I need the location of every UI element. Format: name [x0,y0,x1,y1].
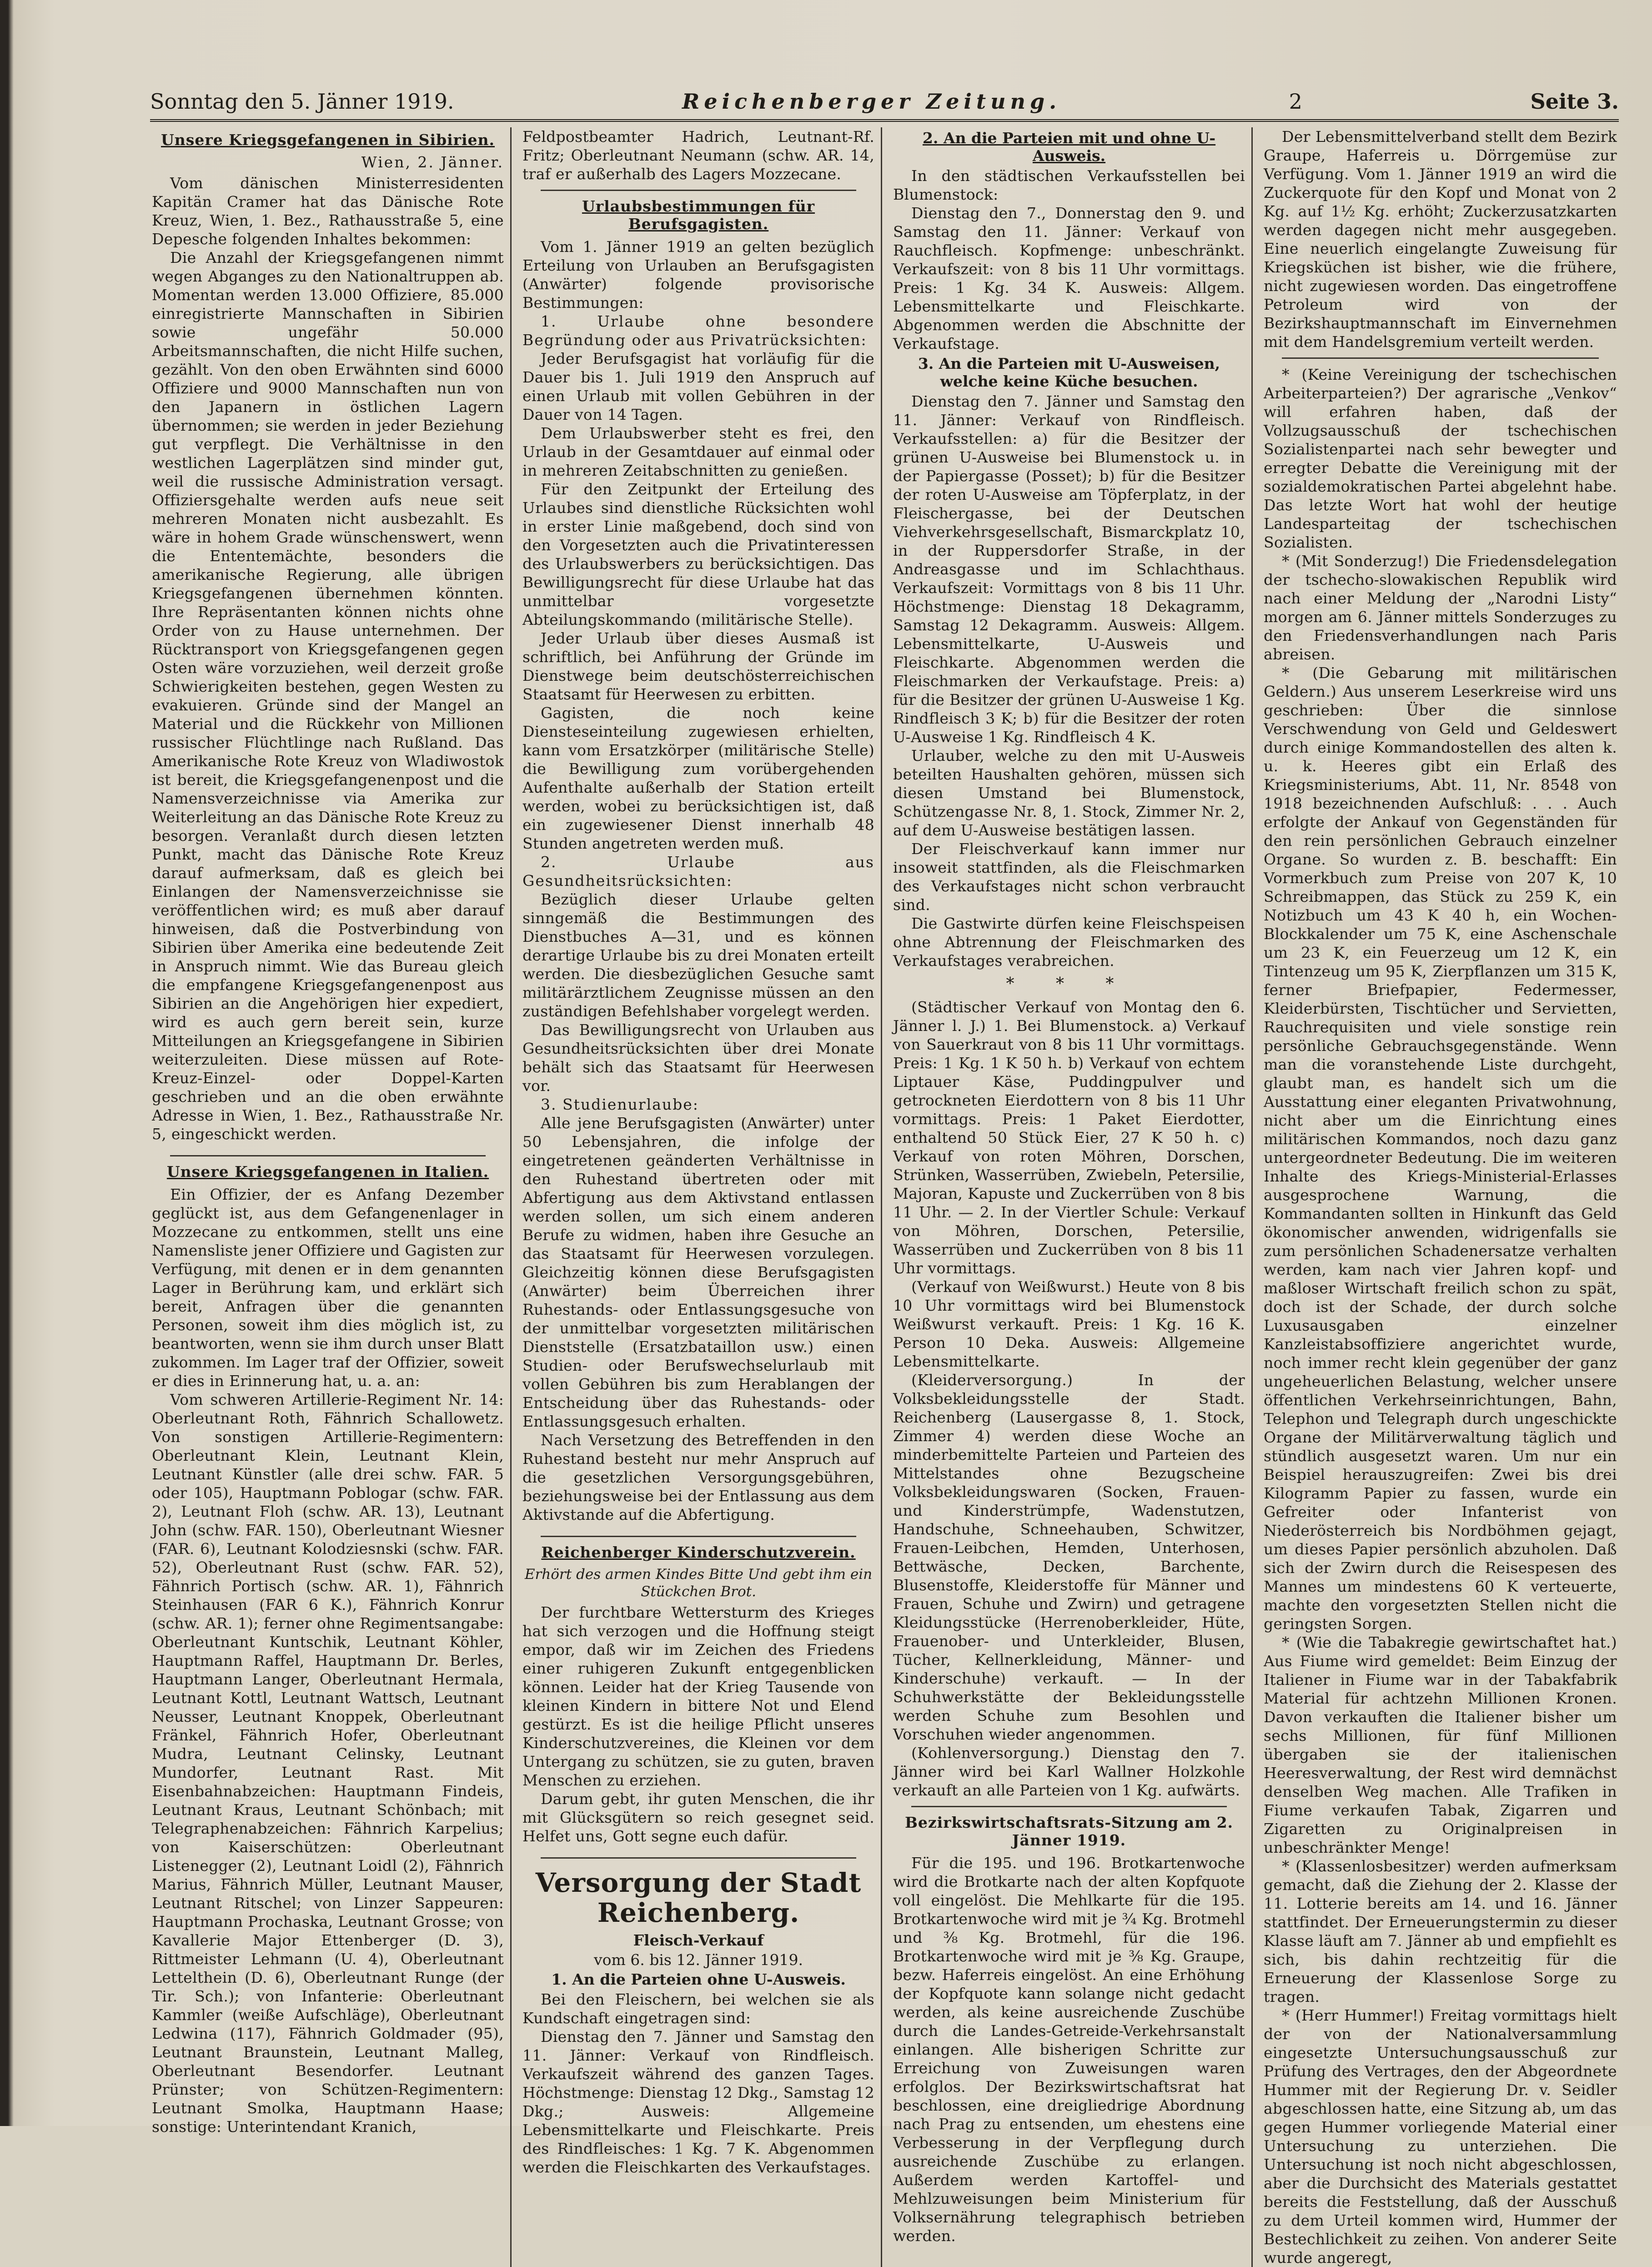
columns [146,127,1623,2267]
paragraph: Für den Zeitpunkt der Erteilung des Urlaubes sind dienstliche Rücksichten wohl in erster Linie maßgebend, doch sind von den Vorgesetzten auch die Privatinteressen des Urlaubswerbers zu berücksichtigen. Das Bewilligungsrecht für diese Urlaube hat das unmittelbar vorgesetzte Abteilungskommando (militärische Stelle). [522,480,874,628]
paragraph: Jeder Urlaub über dieses Ausmaß ist schriftlich, bei Anführung der Gründe im Dienstwege beim deutschösterreichischen Staatsamt für Heerwesen zu erbitten. [522,629,874,703]
column-3 [887,127,1253,2267]
paragraph: Ein Offizier, der es Anfang Dezember geglückt ist, aus dem Gefangenenlager in Mozzecane zu entkommen, stellt uns eine Namensliste jener Offiziere und Gagisten zur Verfügung, mit denen er in dem genannten Lager in Berührung kam, und erklärt sich bereit, Anfragen über die genannten Personen, soweit ihm dies möglich ist, zu beantworten, wenn sie ihm durch unser Blatt zukommen. Im Lager traf der Offizier, soweit er dies in Erinnerung hat, u. a. an: [152,1186,504,1390]
paragraph: 1. Urlaube ohne besondere Begründung oder aus Privatrücksichten: [522,312,874,349]
paragraph: * (Klassenlosbesitzer) werden aufmerksam gemacht, daß die Ziehung der 2. Klasse der 11. Lotterie bereits am 14. und 16. Jänner stattfindet. Der Erneuerungstermin zu dieser Klasse läuft am 7. Jänner ab und empfiehlt es sich, bis dahin rechtzeitig für die Erneuerung der Klassenlose Sorge zu tragen. [1264,1857,1617,2006]
page-header [150,82,1619,122]
column-2 [516,127,882,2267]
divider [911,1806,1227,1807]
dateline: Wien, 2. Jänner. [361,153,504,171]
paragraph: Vom schweren Artillerie-Regiment Nr. 14: Oberleutnant Roth, Fähnrich Schallowetz. Von sonstigen Artillerie-Regimentern: Oberleutnant Klein, Leutnant Klein, Leutnant Künstler (alle drei schw. FAR. 5 oder 105), Hauptmann Poblogar (schw. FAR. 2), Leutnant Floh (schw. AR. 13), Leutnant John (schw. FAR. 150), Oberleutnant Wiesner (FAR. 6), Leutnant Kolodziesnski (schw. FAR. 52), Oberleutnant Rust (schw. FAR. 52), Fähnrich Portisch (schw. AR. 1), Fähnrich Steinhausen (FAR 6 K.), Fähnrich Konrur (schw. AR. 1); ferner ohne Regimentsangabe: Oberleutnant Kuntschik, Leutnant Köhler, Hauptmann Raffel, Hauptmann Dr. Berles, Hauptmann Langer, Oberleutnant Hermala, Leutnant Kottl, Leutnant Wattsch, Leutnant Neusser, Leutnant Knoppek, Oberleutnant Fränkel, Fähnrich Hofer, Oberleutnant Mudra, Leutnant Celinsky, Leutnant Mundorfer, Leutnant Rast. Mit Eisenbahnabzeichen: Hauptmann Findeis, Leutnant Kraus, Leutnant Schönbach; mit Telegraphenabzeichen: Fähnrich Karpelius; von Kaiserschützen: Oberleutnant Listenegger (2), Leutnant Loidl (2), Fähnrich Marius, Fähnrich Müller, Leutnant Mauser, Leutnant Ritschel; von Linzer Sappeuren: Hauptmann Prochaska, Leutnant Grosse; von Kavallerie Major Ettenberger (D. 3), Rittmeister Lehmann (U. 4), Oberleutnant Lettelthein (D. 6), Oberleutnant Runge (der Tir. Sch.); von Infanterie: Oberleutnant Kammler (weiße Aufschläge), Oberleutnant Ledwina (117), Fähnrich Goldmader (95), Leutnant Braunstein, Leutnant Malleg, Oberleutnant Besendorfer. Leutnant Prünster; von Schützen-Regimentern: Leutnant Smolka, Hauptmann Haase; sonstige: Unterintendant Kranich, [152,1391,504,2136]
newspaper-title: Reichenberger Zeitung. [682,89,1061,114]
section-mark: 2 [1289,89,1302,114]
paragraph: Die Gastwirte dürfen keine Fleischspeisen ohne Abtrennung der Fleischmarken des Verkaufstages verabreichen. [893,915,1245,970]
paragraph: Bei den Fleischern, bei welchen sie als Kundschaft eingetragen sind: [522,1991,874,2027]
section-headline: Versorgung der Stadt Reichenberg. [535,1867,862,1928]
article-title: Reichenberger Kinderschutzverein. [541,1543,856,1561]
paragraph: * (Herr Hummer!) Freitag vormittags hielt der von der Nationalversammlung eingesetzte Untersuchungsausschuß zur Prüfung des Vertrages, den der Abgeordnete Hummer mit der Regierung Dr. v. Seidler abgeschlossen hatte, eine Sitzung ab, um das gegen Hummer vorliegende Material einer Untersuchung zu unterziehen. Die Untersuchung ist noch nicht abgeschlossen, aber die Durchsicht des Materials gestattet bereits die Feststellung, daß der Ausschuß zu dem Urteil kommen wird, Hummer der Bestechlichkeit zu zeihen. Von anderer Seite wurde angeregt, [1264,2006,1617,2267]
subheading: Fleisch-Verkauf [633,1931,764,1949]
page-number: Seite 3. [1530,89,1619,114]
divider [541,1536,856,1537]
article-title: Bezirkswirtschaftsrats-Sitzung am 2. Jänner 1919. [904,1814,1234,1849]
paragraph: (Städtischer Verkauf von Montag den 6. Jänner l. J.) 1. Bei Blumenstock. a) Verkauf von Sauerkraut von 8 bis 11 Uhr vormittags. Preis: 1 Kg. 1 K 50 h. b) Verkauf von echtem Liptauer Käse, Puddingpulver und getrockneten Eierdottern von 8 bis 11 Uhr vormittags. Preis: 1 Paket Eierdotter, enthaltend 50 Stück Eier, 27 K 50 h. c) Verkauf von roten Möhren, Dorschen, Strünken, Wasserrüben, Zwiebeln, Petersilie, Majoran, Kapuste und Zuckerrüben von 8 bis 11 Uhr. — 2. In der Viertler Schule: Verkauf von Möhren, Dorschen, Petersilie, Wasserrüben und Zuckerrüben von 8 bis 11 Uhr vormittags. [893,998,1245,1277]
paragraph: (Kohlenversorgung.) Dienstag den 7. Jänner wird bei Karl Wallner Holzkohle verkauft an alle Parteien von 1 Kg. aufwärts. [893,1744,1245,1799]
article-urlaub [522,197,874,1524]
paragraph: Dem Urlaubswerber steht es frei, den Urlaub in der Gesamtdauer auf einmal oder in mehreren Zeitabschnitten zu genießen. [522,424,874,479]
paragraph: Nach Versetzung des Betreffenden in den Ruhestand besteht nur mehr Anspruch auf die gesetzlichen Versorgungsgebühren, beziehungsweise bei der Entlassung aus dem Aktivstande auf die Abfertigung. [522,1431,874,1523]
article-title: Urlaubsbestimmungen für Berufsgagisten. [582,197,815,233]
paragraph: Feldpostbeamter Hadrich, Leutnant-Rf. Fritz; Oberleutnant Neumann (schw. AR. 14, traf er außerhalb des Lagers Mozzecane. [522,128,874,183]
verse: Erhört des armen Kindes Bitte Und gebt ihm ein Stückchen Brot. [524,1566,873,1600]
paragraph: Der Lebensmittelverband stellt dem Bezirk Graupe, Haferreis u. Dörrgemüse zur Verfügung. Vom 1. Jänner 1919 an wird die Zuckerquote für den Kopf und Monat von 2 Kg. auf 1½ Kg. erhöht; Zuckerzusatzkarten werden dagegen nicht mehr ausgegeben. Eine neuerlich eingelangte Zuweisung für Kriegsküchen ist bisher, wie die frühere, nicht zugewiesen worden. Das eingetroffene Petroleum wird von der Bezirkshauptmannschaft im Einvernehmen mit dem Handelsgremium verteilt werden. [1264,128,1617,351]
paragraph: (Verkauf von Weißwurst.) Heute von 8 bis 10 Uhr vormittags wird bei Blumenstock Weißwurst verkauft. Preis: 1 Kg. 16 K. Person 10 Deka. Ausweis: Allgemeine Lebensmittelkarte. [893,1278,1245,1370]
subheading: 2. An die Parteien mit und ohne U-Ausweis. [922,129,1216,165]
article-title: Unsere Kriegsgefangenen in Italien. [166,1163,489,1181]
paragraph: * (Die Gebarung mit militärischen Geldern.) Aus unserem Leserkreise wird uns geschrieben: Über die sinnlose Verschwendung von Geld und Geldeswert durch einige Kommandostellen des alten k. u. k. Heeres gibt ein Erlaß des Kriegsministeriums, Abt. 11, Nr. 8548 von 1918 bezeichnenden Aufschluß: . . . Auch erfolgte der Ankauf von Gegenständen für den rein persönlichen Gebrauch einzelner Organe. So wurden z. B. beschafft: Ein Vormerkbuch zum Preise von 207 K, 10 Schreibmappen, das Stück zu 259 K, ein Notizbuch um 43 K 40 h, ein Wochen-Blockkalender um 75 K, eine Aschenschale um 23 K, ein Feuerzeug um 12 K, ein Tintenzeug um 95 K, Zierpflanzen um 315 K, ferner Briefpapier, Federmesser, Kleiderbürsten, Tischtücher und Servietten, Rauchrequisiten und viele sonstige rein persönliche Gebrauchsgegenstände. Wenn man die voranstehende Liste durchgeht, glaubt man, es handelt sich um die Ausstattung einer eleganten Privatwohnung, nicht aber um die Einrichtung eines militärischen Kommandos, noch dazu ganz untergeordneter Bedeutung. Die im weiteren Inhalte des Kriegs-Ministerial-Erlasses ausgesprochene Warnung, die Kommandanten sollten in Hinkunft das Geld ökonomischer anwenden, widrigenfalls sie zum persönlichen Schadenersatze verhalten werden, kam nach vier Jahren kopf- und maßloser Wirtschaft freilich schon zu spät, doch ist der Schade, der durch solche Luxusausgaben einzelner Kanzleistabsoffiziere angerichtet wurde, noch immer recht klein gegenüber der ganz ungeheuerlichen Belastung, welcher unsere öffentlichen Verkehrseinrichtungen, Bahn, Telephon und Telegraph durch ungeschickte Organe der Militärverwaltung täglich und stündlich ausgesetzt waren. Um nur ein Beispiel herauszugreifen: Zwei bis drei Kilogramm Papier zu fassen, wurde ein Gefreiter oder Infanterist von Niederösterreich bis Nordböhmen gejagt, um dieses Papier persönlich abzuholen. Daß sich der Zwirn durch die Reisespesen des Mannes um mindestens 60 K verteuerte, machte den vorgesetzten Stellen nicht die geringsten Sorgen. [1264,664,1617,1633]
paragraph: Gagisten, die noch keine Diensteseinteilung zugewiesen erhielten, kann vom Ersatzkörper (militärische Stelle) die Bewilligung zum vorübergehenden Aufenthalte außerhalb der Station erteilt werden, wobei zu berücksichtigen ist, daß ein zugewiesener Dienst innerhalb 48 Stunden angetreten werden muß. [522,704,874,852]
paragraph: 2. Urlaube aus Gesundheitsrücksichten: [522,853,874,890]
article-italien [152,1163,504,2136]
paragraph: (Kleiderversorgung.) In der Volksbekleidungsstelle der Stadt. Reichenberg (Lausergasse 8, 1. Stock, Zimmer 4) werden diese Woche an minderbemittelte Parteien und Parteien des Mittelstandes ohne Bezugscheine Volksbekleidungswaren (Socken, Frauen- und Kinderstrümpfe, Wadenstutzen, Handschuhe, Schneehauben, Schwitzer, Frauen-Leibchen, Hemden, Unterhosen, Bettwäsche, Decken, Barchente, Blusenstoffe, Kleiderstoffe für Männer und Frauen, Schuhe und Zwirn) und getragene Kleidungsstücke (Herrenoberkleider, Hüte, Frauenober- und Unterkleider, Blusen, Tücher, Kellnerkleidung, Männer- und Kinderschuhe) verkauft. — In der Schuhwerkstätte der Bekleidungsstelle werden Schuhe zum Besohlen und Vorschuhen wieder angenommen. [893,1371,1245,1743]
paragraph: Darum gebt, ihr guten Menschen, die ihr mit Glücksgütern so reich gesegnet seid. Helfet uns, Gott segne euch dafür. [522,1790,874,1845]
paragraph: Das Bewilligungsrecht von Urlauben aus Gesundheitsrücksichten über drei Monate behält sich das Staatsamt für Heerwesen vor. [522,1021,874,1095]
article-versorgung [522,1868,874,2177]
divider [1282,357,1599,359]
paragraph: 3. Studienurlaube: [541,1096,699,1113]
issue-date: Sonntag den 5. Jänner 1919. [150,89,454,114]
subheading: vom 6. bis 12. Jänner 1919. [593,1951,803,1969]
paragraph: Die Anzahl der Kriegsgefangenen nimmt wegen Abganges zu den Nationaltruppen ab. Momentan werden 13.000 Offiziere, 85.000 einregistrierte Mannschaften in Sibirien sowie ungefähr 50.000 Arbeitsmannschaften, die nicht Hilfe suchen, gezählt. Von den oben Erwähnten sind 6000 Offiziere und 9000 Mannschaften nun von den Japanern in östlichen Lagern übernommen; sie werden in jeder Beziehung gut verpflegt. Die Verhältnisse in den westlichen Lagerplätzen sind minder gut, weil die russische Administration versagt. Offiziersgehalte werden aufs neue seit mehreren Monaten nicht ausbezahlt. Es wäre in hohem Grade wünschenswert, wenn die Ententemächte, besonders die amerikanische Regierung, alle übrigen Kriegsgefangenen übernehmen könnten. Ihre Repräsentanten können nichts ohne Order von zu Hause unternehmen. Der Rücktransport von Kriegsgefangenen gegen Osten wäre vorzuziehen, weil derzeit große Schwierigkeiten bestehen, gegen Westen zu evakuieren. Gründe sind der Mangel an Material und die Rückkehr von Millionen russischer Flüchtlinge nach Rußland. Das Amerikanische Rote Kreuz von Wladiwostok ist bereit, die Kriegsgefangenenpost und die Namensverzeichnisse via Amerika zur Weiterleitung an das Dänische Rote Kreuz zu besorgen. Veranlaßt durch diesen letzten Punkt, macht das Dänische Rote Kreuz darauf aufmerksam, daß es gleich bei Einlangen der Namensverzeichnisse sie veröffentlichen wird; es muß aber darauf hinweisen, daß die Postverbindung von Sibirien über Amerika eine bedeutende Zeit in Anspruch nimmt. Wie das Bureau gleich die empfangene Kriegsgefangenenpost aus Sibirien an die Angehörigen hier expediert, wird es auch gern bereit sein, kurze Mitteilungen an Kriegsgefangene in Sibirien weiterzuleiten. Diese müssen auf Rote-Kreuz-Einzel- oder Doppel-Karten geschrieben und an die oben erwähnte Adresse in Wien, 1. Bez., Rathausstraße Nr. 5, eingeschickt werden. [152,249,504,1143]
paragraph: Bezüglich dieser Urlaube gelten sinngemäß die Bestimmungen des Dienstbuches A—31, und es können derartige Urlaube bis zu drei Monaten erteilt werden. Die diesbezüglichen Gesuche samt militärärztlichem Zeugnisse müssen an den zuständigen Befehlshaber vorgelegt werden. [522,890,874,1020]
section-separator: * * * [1006,975,1132,993]
paragraph: Alle jene Berufsgagisten (Anwärter) unter 50 Lebensjahren, die infolge der eingetretenen geänderten Verhältnisse in den Ruhestand übertreten oder mit Abfertigung aus dem Aktivstand entlassen werden sollen, um sich einem anderen Berufe zu widmen, haben ihre Gesuche an das Staatsamt für Heerwesen vorzulegen. Gleichzeitig können diese Berufsgagisten (Anwärter) beim Überreichen ihrer Ruhestands- oder Entlassungsgesuche von der unmittelbar vorgesetzten militärischen Dienststelle (Ersatzbataillon usw.) einen Studien- oder Berufswechselurlaub mit vollen Gebühren bis zum Herablangen der Entscheidung über das Ruhestands- oder Entlassungsgesuch erhalten. [522,1114,874,1430]
article-sibirien [152,131,504,1143]
subheading: 1. An die Parteien ohne U-Ausweis. [551,1970,846,1988]
divider [541,190,856,191]
paragraph: * (Wie die Tabakregie gewirtschaftet hat.) Aus Fiume wird gemeldet: Beim Einzug der Italiener in Fiume war in der Tabakfabrik Material für achtzehn Millionen Kronen. Davon verkauften die Italiener bisher um sechs Millionen, für fünf Millionen übergaben sie der italienischen Heeresverwaltung, der Rest wird demnächst denselben Weg machen. Alle Trafiken in Fiume verkaufen Tabak, Zigarren und Zigaretten zu Originalpreisen in unbeschränkter Menge! [1264,1634,1617,1856]
paragraph: Jeder Berufsgagist hat vorläufig für die Dauer bis 1. Juli 1919 den Anspruch auf einen Urlaub mit vollen Gebühren in der Dauer von 14 Tagen. [522,350,874,423]
subheading: 3. An die Parteien mit U-Ausweisen, welche keine Küche besuchen. [918,355,1220,390]
paragraph: In den städtischen Verkaufsstellen bei Blumenstock: [893,167,1245,203]
column-4 [1257,127,1623,2267]
paragraph: Vom 1. Jänner 1919 an gelten bezüglich Erteilung von Urlauben an Berufsgagisten (Anwärter) folgende provisorische Bestimmungen: [522,238,874,312]
paragraph: * (Keine Vereinigung der tschechischen Arbeiterparteien?) Der agrarische „Venkov“ will erfahren haben, daß der Vollzugsausschuß der tschechischen Sozialistenpartei nach sehr bewegter und erregter Debatte die Vereinigung mit der sozialdemokratischen Partei abgelehnt habe. Das letzte Wort hat wohl der heutige Landesparteitag der tschechischen Sozialisten. [1264,366,1617,551]
paragraph: Dienstag den 7., Donnerstag den 9. und Samstag den 11. Jänner: Verkauf von Rauchfleisch. Kopfmenge: unbeschränkt. Verkaufszeit: von 8 bis 11 Uhr vormittags. Preis: 1 Kg. 34 K. Ausweis: Allgem. Lebensmittelkarte und Fleischkarte. Abgenommen werden die Abschnitte der Verkaufstage. [893,204,1245,352]
column-1 [146,127,512,2267]
paragraph: Für die 195. und 196. Brotkartenwoche wird die Brotkarte nach der alten Kopfquote voll eingelöst. Die Mehlkarte für die 195. Brotkartenwoche wird mit je ¾ Kg. Brotmehl und ⅜ Kg. Brotmehl, für die 196. Brotkartenwoche wird mit je ⅜ Kg. Graupe, bezw. Haferreis eingelöst. An eine Erhöhung der Kopfquote kann solange nicht gedacht werden, als keine ausreichende Zuschübe durch die Landes-Getreide-Verkehrsanstalt einlangen. Alle bisherigen Schritte zur Erreichung von Zuweisungen waren erfolglos. Der Bezirkswirtschaftsrat hat beschlossen, eine dreigliedrige Abordnung nach Prag zu entsenden, um ehestens eine Verbesserung in der Verpflegung durch ausreichende Zuschübe zu erlangen. Außerdem werden Kartoffel- und Mehlzuweisungen beim Ministerium für Volksernährung telegraphisch betrieben werden. [893,1854,1245,2245]
paragraph: Vom dänischen Ministerresidenten Kapitän Cramer hat das Dänische Rote Kreuz, Wien, 1. Bez., Rathausstraße 5, eine Depesche folgenden Inhaltes bekommen: [152,174,504,248]
paragraph: Dienstag den 7. Jänner und Samstag den 11. Jänner: Verkauf von Rindfleisch. Verkaufsstellen: a) für die Besitzer der grünen U-Ausweise bei Blumenstock u. in der Papiergasse (Posset); b) für die Besitzer der roten U-Ausweise am Töpferplatz, in der Fleischergasse, bei der Deutschen Viehverkehrsgesellschaft, Bismarckplatz 10, in der Ruppersdorfer Straße, in der Andreasgasse und im Schlachthaus. Verkaufszeit: Vormittags von 8 bis 11 Uhr. Höchstmenge: Dienstag 18 Dekagramm, Samstag 12 Dekagramm. Ausweis: Allgem. Lebensmittelkarte, U-Ausweis und Fleischkarte. Abgenommen werden die Fleischmarken der Verkaufstage. Preis: a) für die Besitzer der grünen U-Ausweise 1 Kg. Rindfleisch 3 K; b) für die Besitzer der roten U-Ausweise 1 Kg. Rindfleisch 4 K. [893,392,1245,746]
divider [170,1155,486,1156]
paragraph: * (Mit Sonderzug!) Die Friedensdelegation der tschecho-slowakischen Republik wird nach einer Meldung der „Narodni Listy“ morgen am 6. Jänner mittels Sonderzuges zu den Friedensverhandlungen nach Paris abreisen. [1264,552,1617,663]
paragraph: Dienstag den 7. Jänner und Samstag den 11. Jänner: Verkauf von Rindfleisch. Verkaufszeit während des ganzen Tages. Höchstmenge: Dienstag 12 Dkg., Samstag 12 Dkg.; Ausweis: Allgemeine Lebensmittelkarte und Fleischkarte. Preis des Rindfleisches: 1 Kg. 7 K. Abgenommen werden die Fleischkarten des Verkaufstages. [522,2028,874,2176]
divider [541,1857,856,1859]
paragraph: Der Fleischverkauf kann immer nur insoweit stattfinden, als die Fleischmarken des Verkaufstages nicht schon verbraucht sind. [893,840,1245,914]
article-title: Unsere Kriegsgefangenen in Sibirien. [161,131,495,149]
article-kinderschutz [522,1543,874,1845]
paragraph: Der furchtbare Wettersturm des Krieges hat sich verzogen und die Hoffnung steigt empor, daß wir im Zeichen des Friedens einer ruhigeren Zukunft entgegenblicken können. Leider hat der Krieg Tausende von kleinen Kindern in bittere Not und Elend gestürzt. Es ist die heilige Pflicht unseres Kinderschutzvereines, die Kleinen vor dem Untergang zu schützen, sie zu guten, braven Menschen zu erziehen. [522,1603,874,1789]
paragraph: Urlauber, welche zu den mit U-Ausweis beteilten Haushalten gehören, müssen sich diesen Umstand bei Blumenstock, Schützengasse Nr. 8, 1. Stock, Zimmer Nr. 2, auf dem U-Ausweise bestätigen lassen. [893,747,1245,839]
